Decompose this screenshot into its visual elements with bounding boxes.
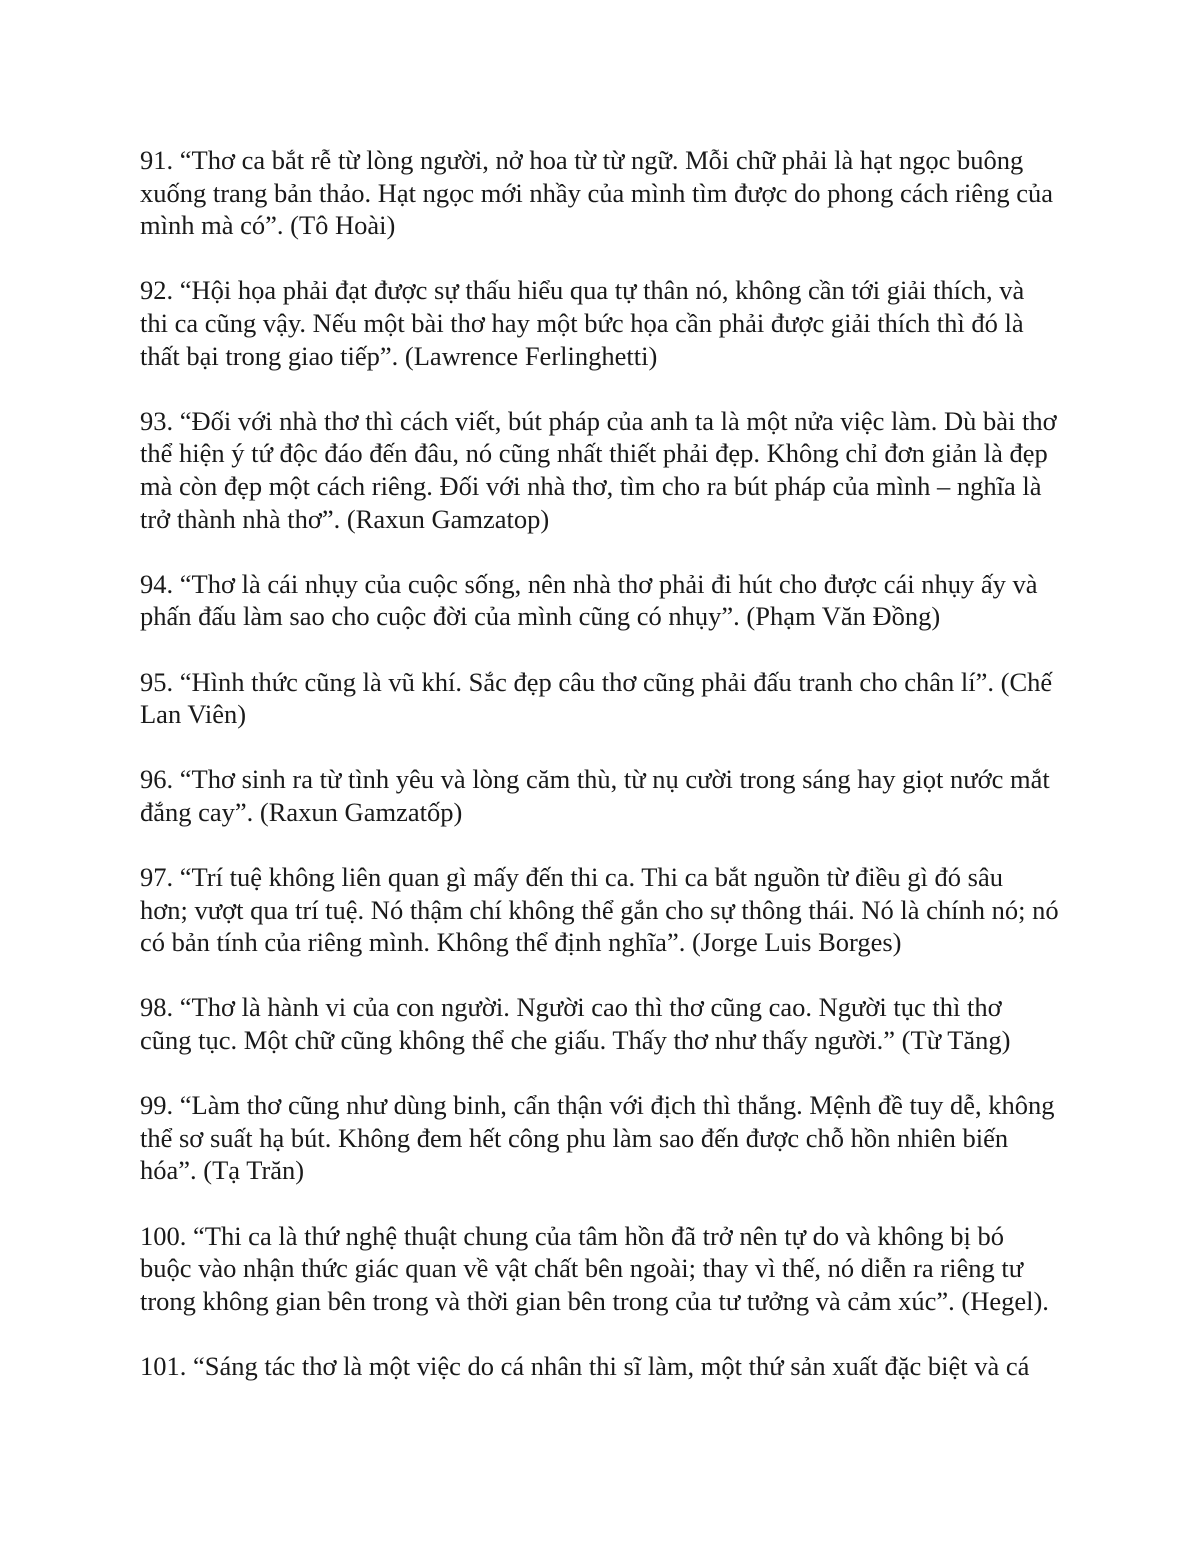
quote-101: 101. “Sáng tác thơ là một việc do cá nhân thi sĩ làm, một thứ sản xuất đặc biệt và cá <box>140 1350 1030 1381</box>
quote-91: 91. “Thơ ca bắt rễ từ lòng người, nở hoa từ từ ngữ. Mỗi chữ phải là hạt ngọc buông xuống trang bản thảo. Hạt ngọc mới nhầy của mình tìm được do phong cách riêng của mình mà có”. (Tô Hoài) <box>140 145 1053 241</box>
quote-100: 100. “Thi ca là thứ nghệ thuật chung của tâm hồn đã trở nên tự do và không bị bó buộc vào nhận thức giác quan về vật chất bên ngoài; thay vì thế, nó diễn ra riêng tư trong không gian bên trong và thời gian bên trong của tư tưởng và cảm xúc”. (Hegel). <box>140 1220 1049 1316</box>
quote-99: 99. “Làm thơ cũng như dùng binh, cẩn thận với địch thì thắng. Mệnh đề tuy dễ, không thể sơ suất hạ bút. Không đem hết công phu làm sao đến được chỗ hồn nhiên biến hóa”. (Tạ Trăn) <box>140 1090 1055 1186</box>
quote-94: 94. “Thơ là cái nhụy của cuộc sống, nên nhà thơ phải đi hút cho được cái nhụy ấy và phấn đấu làm sao cho cuộc đời của mình cũng có nhụy”. (Phạm Văn Đồng) <box>140 568 1038 632</box>
quote-96: 96. “Thơ sinh ra từ tình yêu và lòng căm thù, từ nụ cười trong sáng hay giọt nước mắt đắng cay”. (Raxun Gamzatốp) <box>140 764 1050 827</box>
quote-97: 97. “Trí tuệ không liên quan gì mấy đến thi ca. Thi ca bắt nguồn từ điều gì đó sâu hơn; vượt qua trí tuệ. Nó thậm chí không thể gắn cho sự thông thái. Nó là chính nó; nó có bản tính của riêng mình. Không thể định nghĩa”. (Jorge Luis Borges) <box>140 862 1059 958</box>
document-body <box>140 144 1065 1415</box>
quote-98: 98. “Thơ là hành vi của con người. Người cao thì thơ cũng cao. Người tục thì thơ cũng tục. Một chữ cũng không thể che giấu. Thấy thơ như thấy người.” (Từ Tăng) <box>140 992 1011 1056</box>
quote-93: 93. “Đối với nhà thơ thì cách viết, bút pháp của anh ta là một nửa việc làm. Dù bài thơ thể hiện ý tứ độc đáo đến đâu, nó cũng nhất thiết phải đẹp. Không chỉ đơn giản là đẹp mà còn đẹp một cách riêng. Đối với nhà thơ, tìm cho ra bút pháp của mình – nghĩa là trở thành nhà thơ”. (Raxun Gamzatop) <box>140 405 1057 534</box>
quote-92: 92. “Hội họa phải đạt được sự thấu hiểu qua tự thân nó, không cần tới giải thích, và thi ca cũng vậy. Nếu một bài thơ hay một bức họa cần phải được giải thích thì đó là thất bại trong giao tiếp”. (Lawrence Ferlinghetti) <box>140 275 1025 371</box>
quote-95: 95. “Hình thức cũng là vũ khí. Sắc đẹp câu thơ cũng phải đấu tranh cho chân lí”. (Chế Lan Viên) <box>140 666 1053 730</box>
